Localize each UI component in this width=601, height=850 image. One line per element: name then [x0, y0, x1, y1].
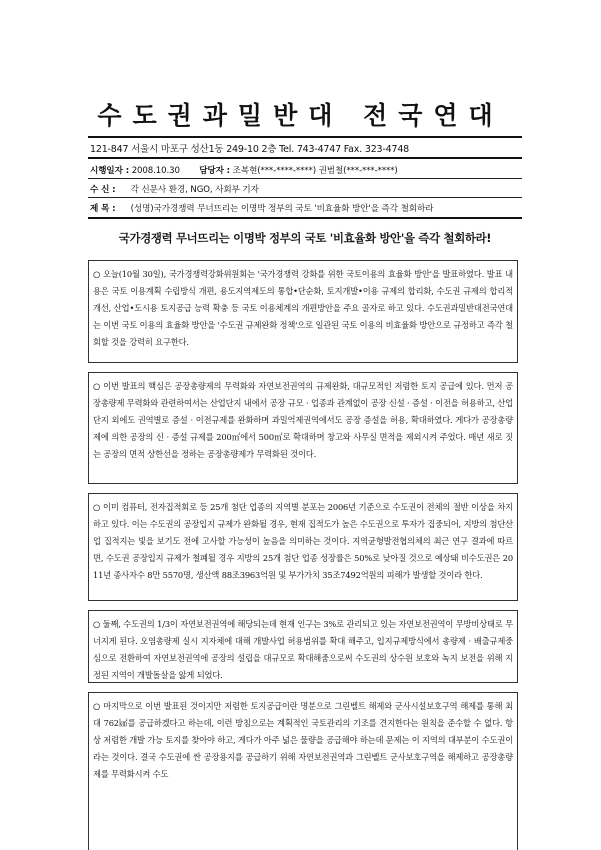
paragraph-box-2	[88, 372, 518, 484]
meta-recipient-row	[90, 183, 520, 195]
body-paragraph: ○ 둘째, 수도권의 1/3이 자연보전권역에 해당되는데 현재 인구는 3%로 관리되고 있는 자연보전권역이 무방비상태로 무너지게 된다. 오염총량제 실시 지자체에 대해 개발사업 허용범위를 확대 해주고, 입지규제방식에서 총량제 · 배출규제중심으로 전환하여 자연보전권역에 공장의 설립을 대규모로 확대해줌으로써 수도권의 상수원 보호와 녹지 보전을 위해 지정된 지역이 개발돌살을 앓게 되었다.	[93, 619, 513, 680]
date-label: 시행일자 :	[90, 166, 130, 176]
meta-divider-3	[88, 217, 522, 219]
date-value: 2008.10.30	[131, 166, 180, 176]
paragraph-box-1	[88, 260, 518, 363]
contact-label: 담당자 :	[199, 166, 231, 176]
header-rule-top	[88, 136, 522, 138]
meta-divider-2	[88, 197, 522, 198]
meta-date-contact-row	[90, 164, 520, 176]
organization-title: 수도권과밀반대 전국연대	[97, 101, 504, 130]
paragraph-box-3	[88, 493, 518, 601]
meta-divider-1	[88, 178, 522, 179]
organization-address: 121-847 서울시 마포구 성산1동 249-10 2층 Tel. 743-4747 Fax. 323-4748	[90, 144, 410, 155]
press-release-headline: 국가경쟁력 무너뜨리는 이명박 정부의 국토 '비효율화 방안'을 즉각 철회하라!	[118, 231, 492, 245]
recipient-value: 각 신문사 환경, NGO, 사회부 기자	[130, 185, 259, 195]
paragraph-box-4	[88, 610, 518, 683]
recipient-label: 수 신 :	[90, 185, 116, 195]
body-paragraph: ○ 마지막으로 이번 발표된 것이지만 저렴한 토지공급이란 명분으로 그린벨트 해제와 군사시설보호구역 해제를 통해 최대 762㎢를 공급하겠다고 하는데, 이런 방침으로는 계획적인 국토관리의 기조를 견지한다는 원칙을 준수할 수 없다. 항상 저렴한 개발 가능 토지를 찾아야 하고, 게다가 아주 넓은 물량을 공급해야 하는데 문제는 이 지역의 대부분이 수도권이라는 것이다. 결국 수도권에 싼 공장용지를 공급하기 위해 자연보전권역과 그린벨트 군사보호구역을 해제하고 공장총량제를 무력화시켜 수도	[93, 701, 513, 779]
meta-subject-row	[90, 202, 520, 214]
subject-label: 제 목 :	[90, 204, 116, 214]
body-paragraph: ○ 오늘(10월 30일), 국가경쟁력강화위원회는 '국가경쟁력 강화를 위한 국토이용의 효율화 방안'을 발표하였다. 발표 내용은 국토 이용계획 수립방식 개편, 용도지역제도의 통합•단순화, 토지개발•이용 규제의 합리화, 수도권 규제의 합리적 개선, 산업•도시용 토지공급 능력 확충 등 국토 이용체계의 개편방안을 주요 골자로 하고 있다. 수도권과밀반대전국연대는 이번 국토 이용의 효율화 방안을 '수도권 규제완화 정책'으로 일관된 국토 이용의 비효율화 방안으로 규정하고 즉각 철회할 것을 강력히 요구한다.	[93, 269, 513, 347]
body-paragraph: ○ 이번 발표의 핵심은 공장총량제의 무력화와 자연보전권역의 규제완화, 대규모적인 저렴한 토지 공급에 있다. 먼저 공장총량제 무력화와 관련하여서는 산업단지 내에서 공장 규모 · 업종과 관계없이 공장 신설 · 증설 · 이전을 허용하고, 산업단지 외에도 권역별로 증설 · 이전규제를 완화하며 과밀억제권역에서도 공장 증설을 허용, 확대하였다. 게다가 공장총량제에 의한 공장의 신 · 증설 규제를 200㎡에서 500㎡로 확대하며 창고와 사무실 면적을 제외시켜 주었다. 매년 새로 짓는 공장의 면적 상한선을 정하는 공장총량제가 무력화된 것이다.	[93, 381, 513, 459]
subject-value: (성명)국가경쟁력 무너뜨리는 이명박 정부의 국토 '비효율화 방안'을 즉각 철회하라	[130, 204, 434, 214]
contact-value: 조복현(***-****-****) 권범철(***-***-****)	[232, 166, 398, 176]
body-paragraph: ○ 이미 컴퓨터, 전자집적회로 등 25개 첨단 업종의 지역별 분포는 2006년 기준으로 수도권이 전체의 절반 이상을 차지하고 있다. 이는 수도권의 공장입지 규제가 완화될 경우, 현재 집적도가 높은 수도권으로 투자가 집중되어, 지방의 첨단산업 집적지는 빛을 보기도 전에 고사할 가능성이 높음을 의미하는 것이다. 지역균형발전협의체의 최근 연구 결과에 따르면, 수도권 공장입지 규제가 철폐될 경우 지방의 25개 첨단 업종 성장률은 50%로 낮아질 것으로 예상돼 비수도권은 2011년 종사자수 8만 5570명, 생산액 88조3963억원 및 부가가치 35조7492억원의 피해가 발생할 것이라 한다.	[93, 502, 513, 580]
header-rule-bottom	[88, 157, 522, 159]
paragraph-box-5	[88, 692, 518, 850]
